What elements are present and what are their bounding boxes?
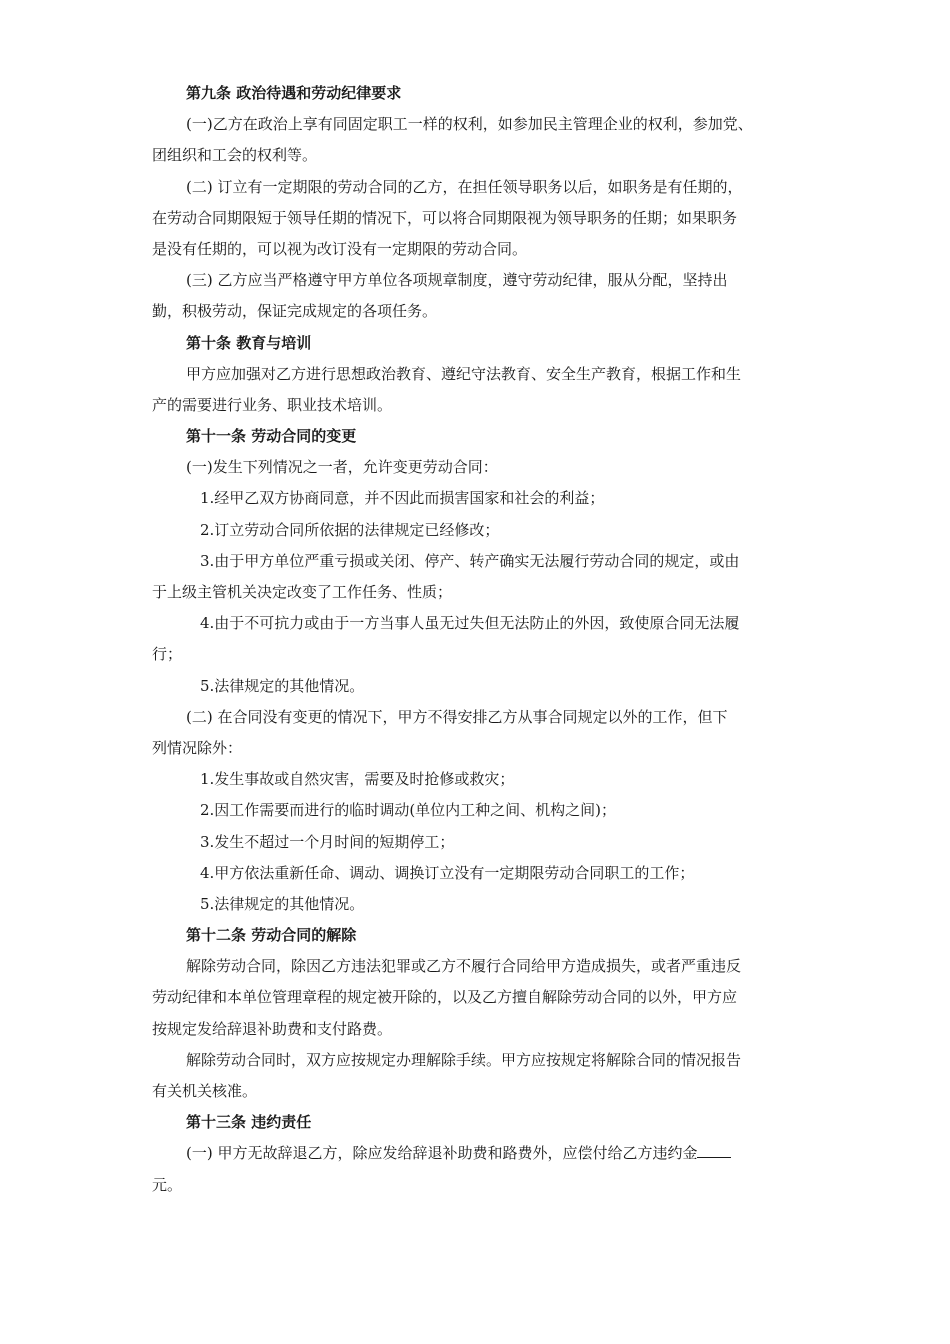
paragraph-line: 元。	[152, 1175, 183, 1194]
list-item: 3.发生不超过一个月时间的短期停工；	[200, 832, 455, 851]
article-11-heading: 第十一条 劳动合同的变更	[186, 427, 357, 446]
paragraph-line: (二) 在合同没有变更的情况下，甲方不得安排乙方从事合同规定以外的工作，但下	[186, 707, 728, 726]
article-12-heading: 第十二条 劳动合同的解除	[186, 926, 357, 945]
paragraph-line: (二) 订立有一定期限的劳动合同的乙方，在担任领导职务以后，如职务是有任期的，	[186, 177, 743, 196]
paragraph-line: 勤，积极劳动，保证完成规定的各项任务。	[152, 302, 438, 321]
paragraph-line: 团组织和工会的权利等。	[152, 146, 318, 165]
document-page	[152, 78, 812, 1201]
list-item: 5.法律规定的其他情况。	[200, 894, 365, 913]
paragraph-line: 解除劳动合同时，双方应按规定办理解除手续。甲方应按规定将解除合同的情况报告	[186, 1050, 742, 1069]
fill-in-blank	[697, 1143, 731, 1158]
list-item: 1.发生事故或自然灾害，需要及时抢修或救灾；	[200, 770, 515, 789]
list-item: 5.法律规定的其他情况。	[200, 676, 365, 695]
list-item: 3.由于甲方单位严重亏损或关闭、停产、转产确实无法履行劳动合同的规定，或由	[200, 551, 740, 570]
paragraph-line: 甲方应加强对乙方进行思想政治教育、遵纪守法教育、安全生产教育，根据工作和生	[186, 364, 742, 383]
list-item-continuation: 于上级主管机关决定改变了工作任务、性质；	[152, 583, 453, 601]
paragraph-line: (一)发生下列情况之一者，允许变更劳动合同：	[186, 458, 498, 477]
paragraph-line: 按规定发给辞退补助费和支付路费。	[152, 1019, 393, 1038]
list-item: 2.因工作需要而进行的临时调动(单位内工种之间、机构之间)；	[200, 801, 617, 820]
paragraph-line	[152, 1138, 812, 1169]
penalty-clause-text: (一) 甲方无故辞退乙方，除应发给辞退补助费和路费外，应偿付给乙方违约金	[186, 1144, 698, 1163]
paragraph-line: 劳动纪律和本单位管理章程的规定被开除的，以及乙方擅自解除劳动合同的以外，甲方应	[152, 988, 738, 1007]
paragraph-line: 在劳动合同期限短于领导任期的情况下，可以将合同期限视为领导职务的任期；如果职务	[152, 208, 738, 227]
paragraph-line: 解除劳动合同，除因乙方违法犯罪或乙方不履行合同给甲方造成损失，或者严重违反	[186, 957, 742, 976]
article-10-heading: 第十条 教育与培训	[186, 333, 312, 352]
paragraph-line: 是没有任期的，可以视为改订没有一定期限的劳动合同。	[152, 239, 528, 258]
paragraph-line: (一)乙方在政治上享有同固定职工一样的权利，如参加民主管理企业的权利，参加党、	[186, 115, 753, 134]
paragraph-line: 有关机关核准。	[152, 1082, 258, 1100]
article-9-heading: 第九条 政治待遇和劳动纪律要求	[186, 84, 402, 102]
paragraph-line: 列情况除外：	[152, 738, 243, 757]
list-item: 1.经甲乙双方协商同意，并不因此而损害国家和社会的利益；	[200, 489, 605, 508]
list-item-continuation: 行；	[152, 645, 183, 664]
list-item: 4.由于不可抗力或由于一方当事人虽无过失但无法防止的外因，致使原合同无法履	[200, 614, 740, 633]
article-13-heading: 第十三条 违约责任	[186, 1113, 312, 1132]
list-item: 4.甲方依法重新任命、调动、调换订立没有一定期限劳动合同职工的工作；	[200, 863, 695, 882]
list-item: 2.订立劳动合同所依据的法律规定已经修改；	[200, 520, 500, 539]
paragraph-line: (三) 乙方应当严格遵守甲方单位各项规章制度，遵守劳动纪律，服从分配，坚持出	[186, 271, 728, 290]
paragraph-line: 产的需要进行业务、职业技术培训。	[152, 395, 393, 414]
